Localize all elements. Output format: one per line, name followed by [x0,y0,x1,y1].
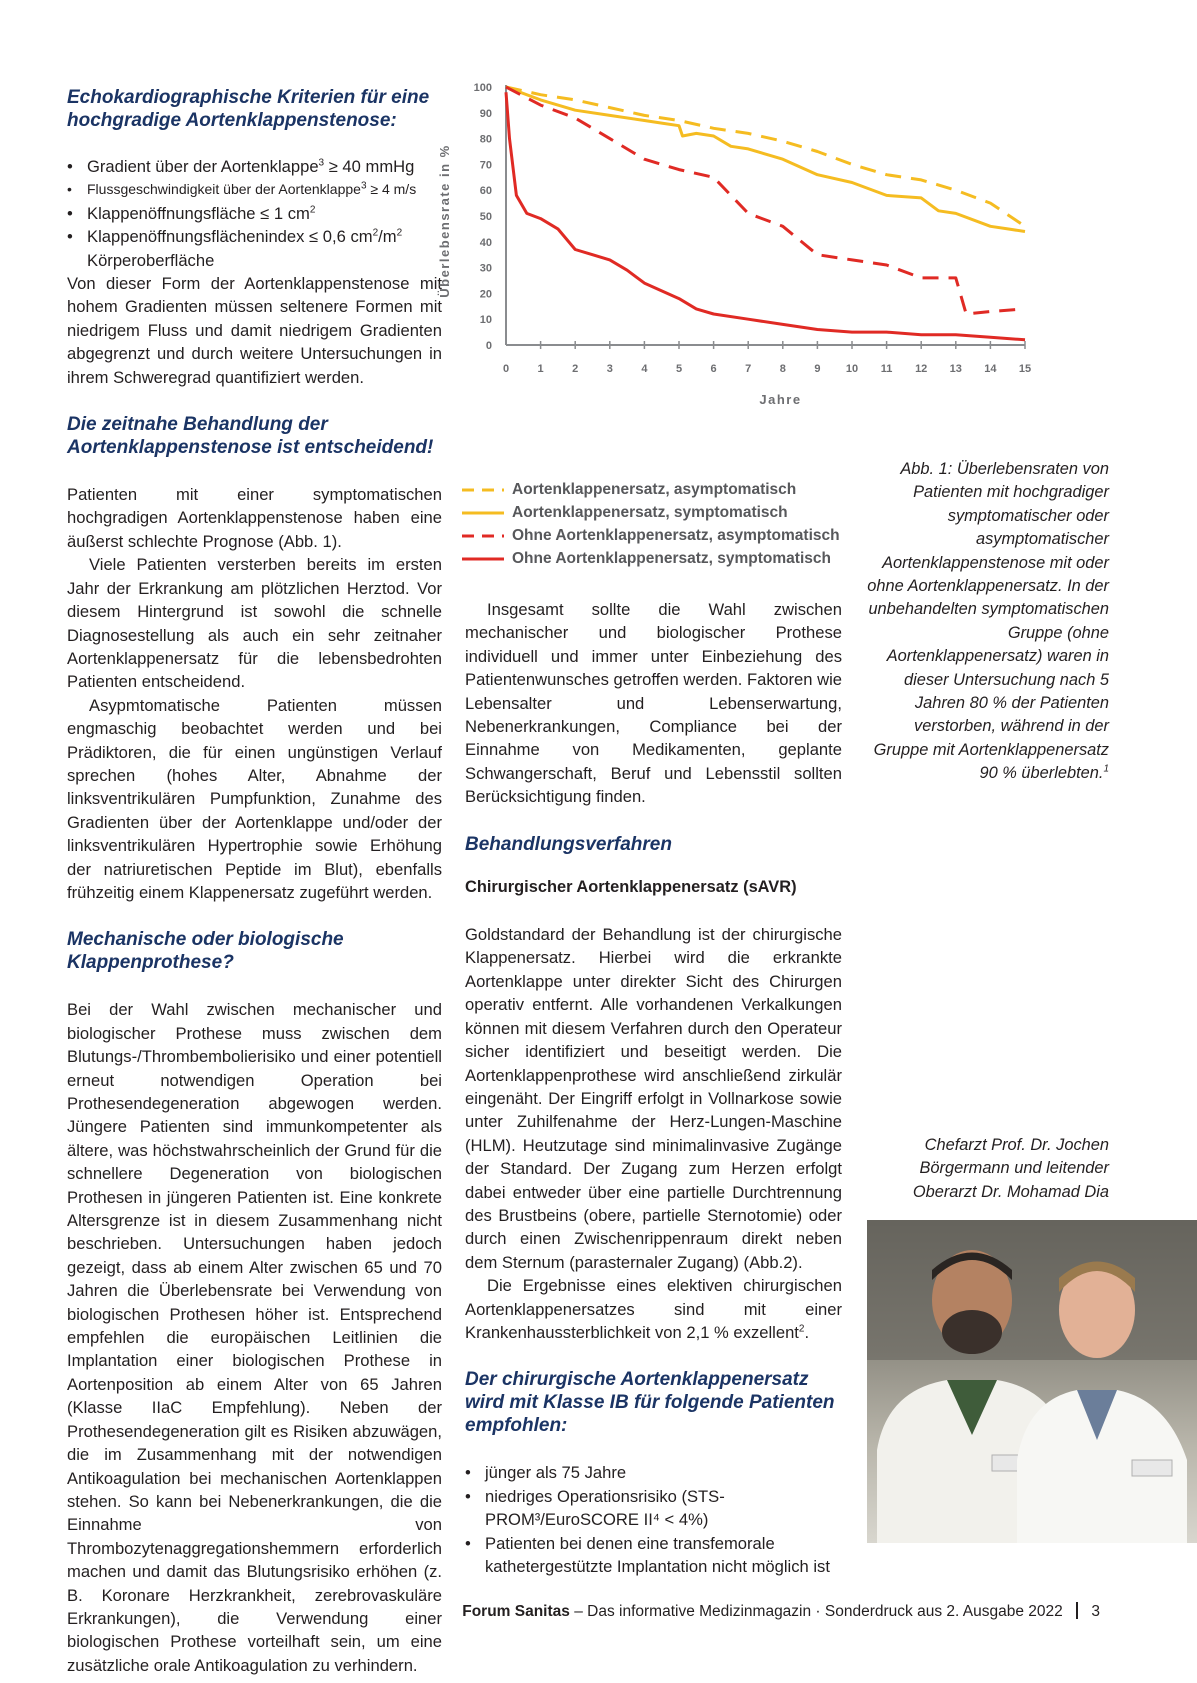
list-item: • Klappenöffnungsfläche ≤ 1 $cm^2$ [67,202,442,225]
legend-swatch-red-solid [462,557,504,561]
list-item: • niedriges Operationsrisiko (STS-PROM³/EuroSCORE II⁴ < 4%) [465,1485,842,1532]
list-item: • Gradient über der Aortenklappe$^3$ ≥ 40 mmHg [67,155,442,178]
heading-line: wird mit Klasse IB für folgende Patienten [465,1392,835,1414]
recommendation-list [465,1461,842,1578]
x-tick-label: 12 [915,363,928,375]
y-tick-label: 0 [485,340,492,352]
caption-text: Abb. 1: Überlebensraten von Patienten mit hochgradiger symptomatischer oder asymptomatischer Aortenklappenstenose mit oder ohne Aortenklappenersatz. In der unbehandelten symptomatischen Gruppe (ohne Aortenklappenersatz) waren in dieser Untersuchung nach 5 Jahren 80 % der Patienten verstorben, während in der Gruppe mit Aortenklappenersatz 90 % überlebten. [867,460,1109,783]
heading-line: hochgradige Aortenklappenstenose: [67,110,397,131]
y-tick-label: 70 [479,159,492,172]
y-tick-label: 30 [479,262,492,275]
y-tick-label: 80 [479,133,492,146]
y-tick-label: 20 [479,288,492,301]
x-axis-label: Jahre [759,392,802,407]
series-line-3 [506,92,1025,340]
heading-treatment [67,413,442,459]
x-tick-label: 11 [880,363,893,375]
caption-line: Chefarzt Prof. Dr. Jochen [924,1136,1109,1154]
heading-recommendation [465,1368,842,1437]
legend-label: Ohne Aortenklappenersatz, symptomatisch [512,550,831,567]
x-tick-label: 5 [675,363,683,375]
x-tick-label: 1 [537,363,544,375]
heading-line: Der chirurgische Aortenklappenersatz [465,1369,809,1391]
legend-label: Aortenklappenersatz, asymptomatisch [512,481,797,498]
doctors-photo [867,1220,1197,1543]
heading-line: Aortenklappenstenose ist entscheidend! [67,437,434,459]
caption-footnote: 1 [1103,763,1109,775]
footer-text: – Das informative Medizinmagazin · Sonderdruck aus 2. Ausgabe 2022 [569,1603,1063,1620]
y-tick-label: 50 [479,211,492,223]
legend-label: Ohne Aortenklappenersatz, asymptomatisch [512,527,840,544]
legend-swatch-yellow-solid [462,511,504,515]
subheading-savr: Chirurgischer Aortenklappenersatz (sAVR) [465,877,797,896]
list-item: • jünger als 75 Jahre [465,1461,842,1484]
y-tick-label: 90 [479,107,492,120]
paragraph: Goldstandard der Behandlung ist der chirurgische Klappenersatz. Hierbei wird die erkrankte Aortenklappe unter direkter Sicht des Chirurgen operativ entfernt. Alle vorhandenen Verkalkungen können mit diesem Verfahren durch den Operateur sicher identifiziert und beseitigt werden. Die Aortenklappenprothese wird anschließend zirkulär eingenäht. Der Eingriff erfolgt in Vollnarkose sowie unter Zuhilfenahme der Herz-Lungen-Maschine (HLM). Heutzutage sind minimalinvasive Zugänge der Standard. Der Zugang zum Herzen erfolgt dabei entweder über eine partielle Durchtrennung des Brustbeins (obere, partielle Sternotomie) oder durch einen Zwischenrippenraum direkt neben dem Sternum (parasternaler Zugang) (Abb.2). [465,925,842,1272]
photo-caption [866,1134,1109,1204]
caption-line: Börgermann und leitender [919,1159,1109,1178]
footer-divider [1076,1602,1078,1619]
footer-brand: Forum Sanitas [462,1603,570,1620]
x-tick-label: 14 [984,363,997,375]
legend-item [462,478,840,501]
heading-line: Die zeitnahe Behandlung der [67,414,328,436]
paragraph: Bei der Wahl zwischen mechanischer und biologischer Prothese muss zwischen dem Blutungs-/Thrombembolierisiko und einer potentiell erneut notwendigen Operation bei Prothesendegeneration abgewogen werden. Jüngere Patienten sind immunkompetenter als ältere, was höchstwahrscheinlich der Grund für die schnellere Degeneration von biologischen Prothesen in jüngeren Patienten ist. Eine konkrete Altersgrenze ist in diesem Zusammenhang nicht beschrieben. Untersuchungen haben jedoch gezeigt, dass ab einem Alter zwischen 65 und 70 Jahren die Überlebensrate bei Verwendung von biologischen Prothesen höher ist. Entsprechend empfehlen die europäischen Leitlinien die Implantation einer biologischen Prothese in Aortenposition ab einem Alter von 65 Jahren (Klasse IIaC Empfehlung). Neben der Prothesendegeneration gilt es Risiken abzuwägen, die im Zusammenhang mit der notwendigen Antikoagulation bei mechanischen Aortenklappen stehen. So kann bei Nebenerkrankungen, die die Einnahme von Thrombozytenaggregationshemmern erforderlich machen und damit das Blutungsrisiko erhöhen (z. B. Koronare Herzkrankheit, zerebrovaskuläre Erkrankungen), die Verwendung einer biologischen Prothese vorteilhaft sein, um eine zusätzliche orale Antikoagulation zu verhindern. [67,1000,442,1675]
legend-swatch-red-dashed [462,534,504,538]
criteria-list [67,155,442,272]
paragraph: Insgesamt sollte die Wahl zwischen mechanischer und biologischer Prothese individuell und immer unter Einbeziehung des Patientenwunsches getroffen werden. Faktoren wie Lebensalter und Lebenserwartung, Nebenerkrankungen, Compliance bei der Einnahme von Medikamenten, geplante Schwangerschaft, Beruf und Lebensstil sollten Berücksichtigung finden. [465,600,842,807]
heading-line: Mechanische oder biologische [67,929,344,951]
y-tick-label: 10 [479,314,492,327]
paragraph: Asypmtomatische Patienten müssen engmaschig beobachtet werden und bei Prädiktoren, die für einen ungünstigen Verlauf sprechen (hohes Alter, Abnahme der linksventrikulären Pumpfunktion, Zunahme des Gradienten über der Aortenklappe und/oder der linksventrikulären Hypertrophie sowie Erhöhung der natriuretischen Peptide im Blut), ebenfalls frühzeitig einem Klappenersatz zugeführt werden. [67,695,442,902]
page-number: 3 [1091,1603,1100,1620]
figure-caption [866,458,1109,786]
left-column [67,86,442,1677]
series-line-1 [506,87,1025,232]
x-tick-label: 6 [710,363,717,375]
list-item: • Patienten bei denen eine transfemorale kathetergestützte Implantation nicht möglich ist [465,1532,842,1579]
x-tick-label: 3 [606,363,613,375]
series-line-0 [506,87,1025,226]
legend-item [462,547,840,570]
legend-item [462,501,840,524]
heading-line: Echokardiographische Kriterien für eine [67,87,430,108]
doctors-illustration [867,1220,1197,1543]
legend-item [462,524,840,547]
list-item: • Klappenöffnungsflächenindex ≤ 0,6 $cm^2/m^2$ Körperoberfläche [67,225,442,272]
heading-procedures: Behandlungsverfahren [465,833,672,855]
paragraph: Die Ergebnisse eines elektiven chirurgischen Aortenklappenersatzes sind mit einer Krankenhaussterblichkeit von 2,1 % exzellent$^2$. [465,1276,842,1342]
heading-criteria [67,86,442,132]
heading-line: Klappenprothese? [67,952,234,974]
x-tick-label: 13 [949,363,962,375]
page-footer [462,1602,1100,1621]
y-tick-label: 100 [473,82,492,94]
x-tick-label: 9 [814,363,821,375]
x-tick-label: 15 [1018,363,1032,375]
y-axis-label: Überlebensrate in % [437,144,452,298]
x-tick-label: 0 [502,363,510,375]
x-tick-label: 4 [641,363,648,375]
paragraph: Viele Patienten versterben bereits im ersten Jahr der Erkrankung am plötzlichen Herztod. Vor diesem Hintergrund ist sowohl die schnelle Diagnosestellung als auch ein sehr zeitnaher Aortenklappenersatz für die lebensbedrohten Patienten entscheidend. [67,555,442,692]
series-line-2 [506,87,1025,314]
x-tick-label: 10 [845,363,859,375]
y-tick-label: 40 [479,236,492,249]
list-item: • Flussgeschwindigkeit über der Aortenklappe$^3$ ≥ 4 m/s [67,178,442,201]
chart-legend [462,478,840,570]
middle-column [465,598,842,1578]
legend-label: Aortenklappenersatz, symptomatisch [512,504,788,521]
x-tick-label: 7 [745,363,752,375]
x-tick-label: 8 [779,363,786,375]
heading-line: empfohlen: [465,1415,568,1437]
y-tick-label: 60 [479,185,492,198]
survival-chart [437,80,1115,440]
paragraph: Von dieser Form der Aortenklappenstenose mit hohem Gradienten müssen seltenere Formen mit niedrigem Fluss und damit niedrigem Gradienten abgegrenzt und durch weitere Untersuchungen in ihrem Schweregrad quantifiziert werden. [67,274,442,387]
heading-prosthesis [67,928,442,974]
legend-swatch-yellow-dashed [462,488,504,492]
paragraph: Patienten mit einer symptomatischen hochgradigen Aortenklappenstenose haben eine äußerst schlechte Prognose (Abb. 1). [67,485,442,551]
x-tick-label: 2 [572,363,579,375]
caption-line: Oberarzt Dr. Mohamad Dia [912,1182,1109,1201]
